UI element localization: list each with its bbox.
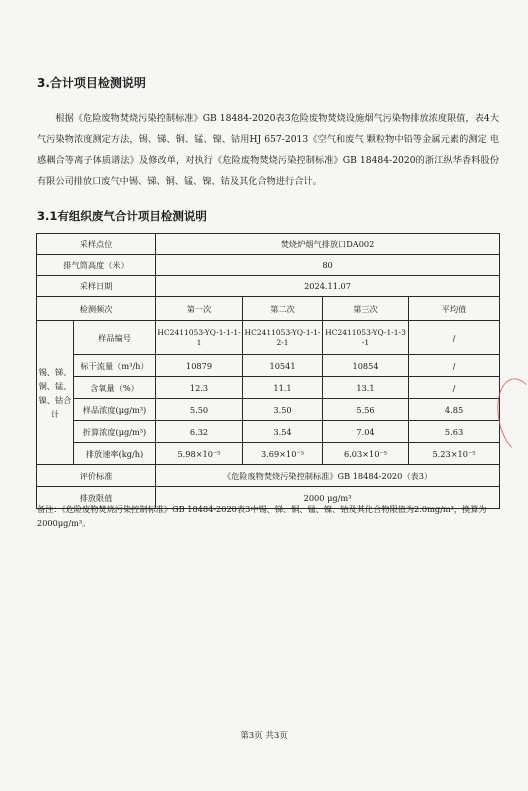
standard-value: 《危险废物焚烧污染控制标准》GB 18484-2020（表3） xyxy=(156,465,500,487)
table-cell: HC2411053-YQ-1-1-1-1 xyxy=(156,321,243,355)
table-cell: 6.03×10⁻⁵ xyxy=(323,443,409,465)
table-cell: HC2411053-YQ-1-1-3-1 xyxy=(323,321,409,355)
section-title: 3.合计项目检测说明 xyxy=(37,76,146,90)
row-label: 排放速率(kg/h) xyxy=(74,443,156,465)
row-label: 样品浓度(μg/m³) xyxy=(74,399,156,421)
table-cell: / xyxy=(409,355,500,377)
row-label: 折算浓度(μg/m³) xyxy=(74,421,156,443)
stack-height-value: 80 xyxy=(156,255,500,276)
group-label: 锡、锑、铜、锰、镍、钴合计 xyxy=(37,321,74,465)
frequency-label: 检测频次 xyxy=(37,297,156,321)
table-cell: 3.54 xyxy=(243,421,323,443)
table-cell: 3.50 xyxy=(243,399,323,421)
table-cell: 12.3 xyxy=(156,377,243,399)
table-cell: / xyxy=(409,377,500,399)
table-cell: 5.56 xyxy=(323,399,409,421)
sampling-date-label: 采样日期 xyxy=(37,276,156,297)
table-note: 备注：《危险废物焚烧污染控制标准》GB 18484-2020表3中锡、锑、铜、锰、镍、钴及其化合物限值为2.0mg/m³，换算为2000μg/m³。 xyxy=(37,504,487,528)
stack-height-label: 排气筒高度（米） xyxy=(37,255,156,276)
standard-label: 评价标准 xyxy=(37,465,156,487)
subsection-title: 3.1有组织废气合计项目检测说明 xyxy=(37,209,207,223)
limit-label: 排放限值 xyxy=(37,487,156,509)
sampling-date-value: 2024.11.07 xyxy=(156,276,500,297)
table-cell: 5.23×10⁻⁵ xyxy=(409,443,500,465)
table-cell: 10541 xyxy=(243,355,323,377)
table-cell: 13.1 xyxy=(323,377,409,399)
table-cell: 10879 xyxy=(156,355,243,377)
sampling-point-label: 采样点位 xyxy=(37,234,156,255)
col-header-3: 第三次 xyxy=(323,297,409,321)
table-cell: HC2411053-YQ-1-1-2-1 xyxy=(243,321,323,355)
page-footer: 第3页 共3页 xyxy=(240,731,288,741)
table-cell: 11.1 xyxy=(243,377,323,399)
row-label: 样品编号 xyxy=(74,321,156,355)
table-cell: 5.98×10⁻⁵ xyxy=(156,443,243,465)
table-cell: / xyxy=(409,321,500,355)
table-cell: 6.32 xyxy=(156,421,243,443)
table-cell: 10854 xyxy=(323,355,409,377)
watermark xyxy=(120,54,420,84)
results-table xyxy=(36,233,500,509)
col-header-avg: 平均值 xyxy=(409,297,500,321)
sampling-point-value: 焚烧炉烟气排放口DA002 xyxy=(156,234,500,255)
col-header-1: 第一次 xyxy=(156,297,243,321)
table-cell: 5.50 xyxy=(156,399,243,421)
description-paragraph: 根据《危险废物焚烧污染控制标准》GB 18484-2020表3危险废物焚烧设施烟气污染物排放浓度限值，表4大气污染物浓度测定方法，锡、锑、铜、锰、镍、钴用HJ 657-2013《空气和废气 颗粒物中铅等金属元素的测定 电感耦合等离子体质谱法》及修改单，对执行《危险废物焚烧污染控制标准》GB 18484-2020的浙江纵华香料股份有限公司排放口废气中锡、锑、铜、锰、镍、钴及其化合物进行合计。 xyxy=(37,113,499,187)
table-cell: 4.85 xyxy=(409,399,500,421)
row-label: 含氧量（%） xyxy=(74,377,156,399)
table-cell: 5.63 xyxy=(409,421,500,443)
row-label: 标干流量（m³/h） xyxy=(74,355,156,377)
limit-value: 2000 μg/m³ xyxy=(156,487,500,509)
table-cell: 3.69×10⁻⁵ xyxy=(243,443,323,465)
col-header-2: 第二次 xyxy=(243,297,323,321)
table-cell: 7.04 xyxy=(323,421,409,443)
